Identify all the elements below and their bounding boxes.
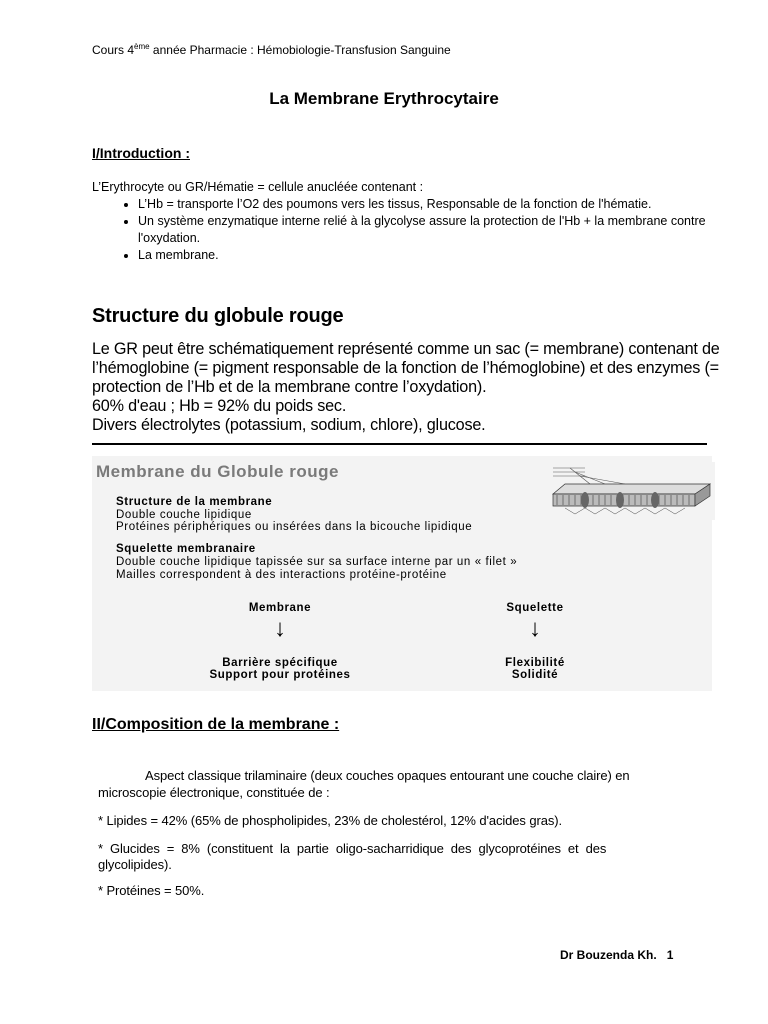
membrane-result-line: Barrière spécifique	[222, 657, 338, 669]
divider	[92, 443, 707, 445]
paragraph-line: l’hémoglobine (= pigment responsable de la fonction de l’hémoglobine) et des enzymes (=	[92, 359, 719, 377]
skeleton-result-line: Flexibilité	[505, 657, 565, 669]
page-footer	[560, 948, 673, 962]
page-title: La Membrane Erythrocytaire	[269, 89, 499, 108]
paragraph-line: 60% d'eau ; Hb = 92% du poids sec.	[92, 397, 347, 415]
running-header: Cours 4ème année Pharmacie : Hémobiologie-Transfusion Sanguine	[92, 42, 451, 57]
footer-author: Dr Bouzenda Kh.	[560, 948, 657, 962]
list-item: • L’Hb = transporte l’O2 des poumons vers les tissus, Responsable de la fonction de l'hématie.	[138, 196, 728, 213]
composition-proteines: * Protéines = 50%.	[98, 883, 205, 898]
composition-lipides: * Lipides = 42% (65% de phospholipides, 23% de cholestérol, 12% d'acides gras).	[98, 813, 562, 828]
slide-title: Membrane du Globule rouge	[96, 462, 339, 481]
membrane-diagram-illustration	[545, 462, 715, 520]
slide-structure-line: Protéines périphériques ou insérées dans la bicouche lipidique	[116, 521, 473, 533]
intro-lead: L’Erythrocyte ou GR/Hématie = cellule anucléée contenant :	[92, 180, 424, 194]
membrane-result-line: Support pour protéines	[209, 669, 351, 681]
paragraph-line: protection de l’Hb et de la membrane contre l’oxydation).	[92, 378, 487, 396]
slide-skeleton-line: Mailles correspondent à des interactions protéine-protéine	[116, 569, 447, 581]
membrane-label: Membrane	[248, 602, 312, 614]
page-number: 1	[666, 948, 674, 962]
composition-glucides-line: * Glucides = 8% (constituent la partie oligo-sacharridique des glycoprotéines et des	[98, 841, 607, 856]
slide-structure-line: Double couche lipidique	[116, 509, 252, 521]
structure-title: Structure du globule rouge	[92, 305, 344, 327]
structure-paragraph	[92, 340, 720, 435]
composition-heading: II/Composition de la membrane :	[92, 716, 340, 733]
skeleton-result-line: Solidité	[511, 669, 559, 681]
composition-glucides-line: glycolipides).	[98, 857, 172, 872]
arrow-down-icon: ↓	[274, 615, 286, 642]
composition-paragraph-line: microscopie électronique, constituée de :	[98, 785, 330, 800]
slide-structure-heading: Structure de la membrane	[116, 496, 273, 508]
intro-heading: I/Introduction :	[92, 145, 190, 161]
list-item: • Un système enzymatique interne relié à la glycolyse assure la protection de l'Hb + la membrane contre l'oxydation.	[138, 213, 728, 247]
list-item: • La membrane.	[138, 247, 728, 264]
slide-skeleton-line: Double couche lipidique tapissée sur sa surface interne par un « filet »	[116, 556, 518, 568]
skeleton-label: Squelette	[506, 602, 564, 614]
intro-bullet-list	[92, 196, 728, 264]
composition-paragraph-line: Aspect classique trilaminaire (deux couches opaques entourant une couche claire) en	[145, 768, 630, 783]
paragraph-line: Le GR peut être schématiquement représenté comme un sac (= membrane) contenant de	[92, 340, 720, 358]
paragraph-line: Divers électrolytes (potassium, sodium, chlore), glucose.	[92, 416, 486, 434]
arrow-down-icon: ↓	[529, 615, 541, 642]
slide-skeleton-heading: Squelette membranaire	[116, 543, 256, 555]
